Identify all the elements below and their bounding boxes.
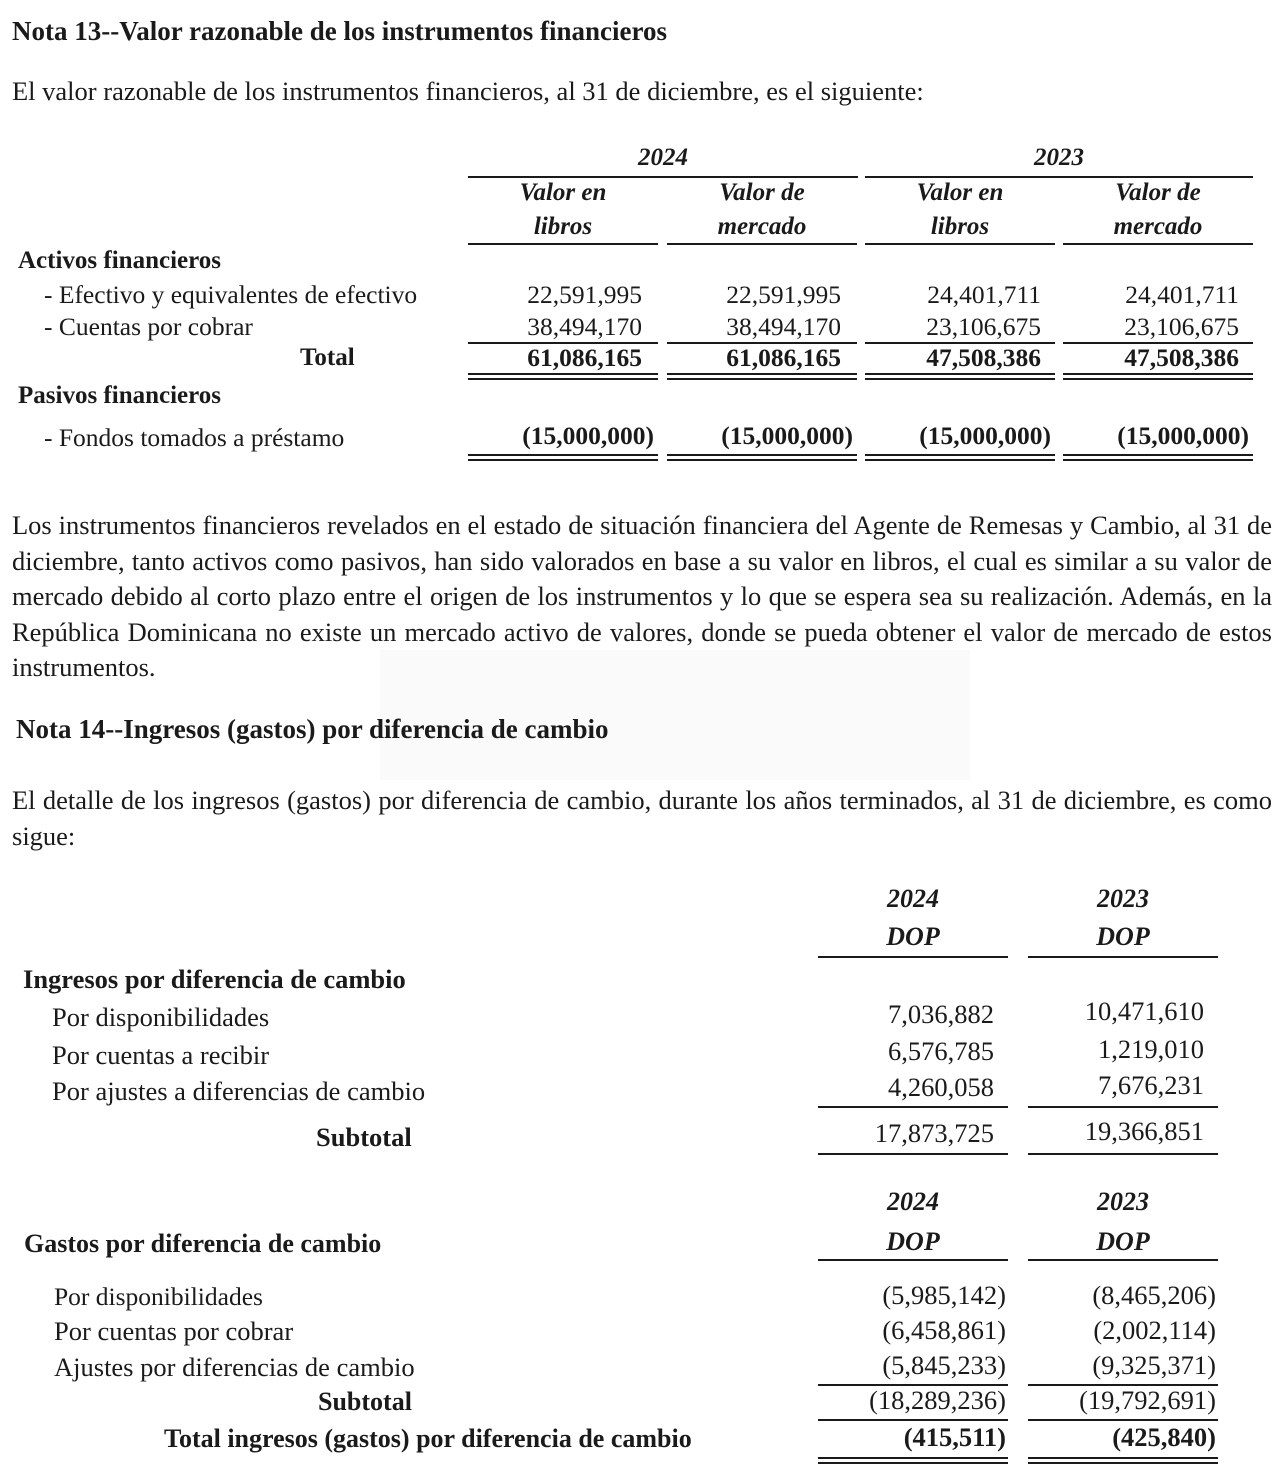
nota13-intro: El valor razonable de los instrumentos financieros, al 31 de diciembre, es el siguiente: bbox=[12, 76, 924, 106]
row-label: Por disponibilidades bbox=[52, 1002, 270, 1032]
subtotal-cell: (19,792,691) bbox=[1079, 1385, 1216, 1415]
cell: 22,591,995 bbox=[527, 280, 642, 309]
cell: 4,260,058 bbox=[888, 1072, 994, 1102]
pasivo-cell: (15,000,000) bbox=[1117, 421, 1249, 450]
pasivos-label: Pasivos financieros bbox=[18, 382, 222, 409]
cell: 23,106,675 bbox=[926, 312, 1041, 341]
cell: 7,036,882 bbox=[888, 999, 994, 1029]
year-2024-header: 2024 bbox=[638, 144, 688, 171]
gastos-label: Gastos por diferencia de cambio bbox=[24, 1229, 382, 1258]
cell: 23,106,675 bbox=[1124, 312, 1239, 341]
col-2023-book: Valor en libros bbox=[916, 179, 1004, 240]
ing-2023-header: 2023 DOP bbox=[1096, 884, 1150, 951]
cell: (9,325,371) bbox=[1092, 1350, 1216, 1380]
row-label: - Cuentas por cobrar bbox=[44, 312, 253, 341]
row-label: - Efectivo y equivalentes de efectivo bbox=[44, 280, 418, 309]
subtotal-cell: (18,289,236) bbox=[869, 1385, 1006, 1415]
grand-total-cell: (415,511) bbox=[903, 1422, 1006, 1452]
total-label: Total bbox=[300, 344, 355, 371]
pasivo-cell: (15,000,000) bbox=[919, 421, 1051, 450]
gas-2024-header: 2024 DOP bbox=[886, 1187, 940, 1256]
cell: 10,471,610 bbox=[1084, 996, 1204, 1026]
cell: 22,591,995 bbox=[726, 280, 841, 309]
nota14-title: Nota 14--Ingresos (gastos) por diferencia de cambio bbox=[16, 714, 609, 744]
cell: 38,494,170 bbox=[527, 312, 642, 341]
col-2023-market: Valor de mercado bbox=[1113, 179, 1203, 240]
grand-total-cell: (425,840) bbox=[1112, 1422, 1216, 1452]
cell: 24,401,711 bbox=[927, 280, 1041, 309]
ing-2024-header: 2024 DOP bbox=[886, 884, 940, 951]
gas-2023-header: 2023 DOP bbox=[1096, 1187, 1150, 1256]
row-label: Por ajustes a diferencias de cambio bbox=[52, 1076, 426, 1106]
ingresos-label: Ingresos por diferencia de cambio bbox=[23, 964, 406, 994]
gastos-subtotal-label: Subtotal bbox=[318, 1387, 412, 1416]
pasivo-cell: (15,000,000) bbox=[721, 421, 853, 450]
row-label: Ajustes por diferencias de cambio bbox=[54, 1352, 415, 1382]
activos-label: Activos financieros bbox=[18, 247, 221, 274]
cell: (8,465,206) bbox=[1092, 1280, 1216, 1310]
cell: (6,458,861) bbox=[882, 1315, 1006, 1345]
cell: 38,494,170 bbox=[726, 312, 841, 341]
col-2024-market: Valor de mercado bbox=[717, 179, 807, 240]
nota14-intro: El detalle de los ingresos (gastos) por diferencia de cambio, durante los años terminados, al 31 de diciembre, es como sigue: bbox=[12, 785, 1272, 851]
cell: (5,985,142) bbox=[882, 1280, 1006, 1310]
total-cell: 47,508,386 bbox=[1124, 343, 1239, 372]
year-2023-header: 2023 bbox=[1034, 144, 1084, 171]
cell: 24,401,711 bbox=[1125, 280, 1239, 309]
cell: (5,845,233) bbox=[882, 1350, 1006, 1380]
cell: 6,576,785 bbox=[888, 1036, 994, 1066]
row-label: Por cuentas a recibir bbox=[52, 1040, 270, 1070]
row-label: Por cuentas por cobrar bbox=[54, 1316, 294, 1346]
total-cell: 61,086,165 bbox=[527, 343, 642, 372]
nota13-paragraph: Los instrumentos financieros revelados en el estado de situación financiera del Agente de Remesas y Cambio, al 31 de diciembre, tanto activos como pasivos, han sido valorados en base a su valor en libros, el cual es similar a su valor de mercado debido al corto plazo entre el origen de los instrumentos y lo que se espera sea su realización. Además, en la República Dominicana no existe un mercado activo de valores, donde se pueda obtener el valor de mercado de estos instrumentos. bbox=[12, 510, 1272, 682]
total-cell: 47,508,386 bbox=[926, 343, 1041, 372]
pasivo-cell: (15,000,000) bbox=[522, 421, 654, 450]
cell: 1,219,010 bbox=[1098, 1034, 1204, 1064]
row-label: - Fondos tomados a préstamo bbox=[44, 423, 345, 452]
col-2024-book: Valor en libros bbox=[519, 179, 607, 240]
subtotal-cell: 19,366,851 bbox=[1084, 1116, 1204, 1146]
total-cell: 61,086,165 bbox=[726, 343, 841, 372]
cell: (2,002,114) bbox=[1093, 1315, 1216, 1345]
grand-total-label: Total ingresos (gastos) por diferencia de cambio bbox=[164, 1424, 692, 1453]
row-label: Por disponibilidades bbox=[54, 1282, 263, 1311]
subtotal-cell: 17,873,725 bbox=[874, 1118, 994, 1148]
nota13-title: Nota 13--Valor razonable de los instrumentos financieros bbox=[12, 16, 667, 46]
cell: 7,676,231 bbox=[1098, 1070, 1204, 1100]
ingresos-subtotal-label: Subtotal bbox=[316, 1122, 412, 1152]
